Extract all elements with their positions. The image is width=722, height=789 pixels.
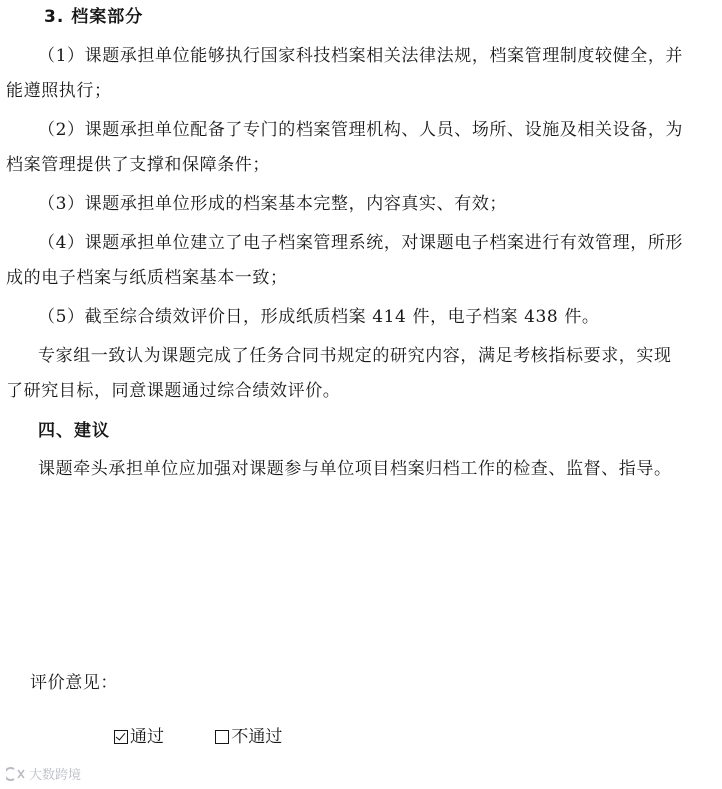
option-fail-label: 不通过 — [231, 727, 283, 747]
archives-item-3: （3）课题承担单位形成的档案基本完整，内容真实、有效； — [38, 194, 508, 214]
conclusion-line-2: 了研究目标，同意课题通过综合绩效评价。 — [6, 381, 341, 401]
archives-item-1-line-2: 能遵照执行； — [6, 81, 112, 101]
watermark-logo-icon — [6, 767, 26, 781]
option-fail[interactable] — [215, 726, 282, 748]
watermark-text: 大数跨境 — [29, 768, 82, 783]
option-pass[interactable] — [114, 726, 164, 748]
conclusion-line-1: 专家组一致认为课题完成了任务合同书规定的研究内容，满足考核指标要求，实现 — [38, 346, 672, 366]
watermark — [6, 764, 81, 783]
archives-item-2-line-2: 档案管理提供了支撑和保障条件； — [6, 155, 270, 175]
archives-item-4-line-1: （4）课题承担单位建立了电子档案管理系统，对课题电子档案进行有效管理，所形 — [38, 233, 684, 253]
suggestion-text: 课题牵头承担单位应加强对课题参与单位项目档案归档工作的检查、监督、指导。 — [38, 459, 672, 479]
checkbox-empty-icon[interactable] — [215, 730, 229, 744]
evaluation-label: 评价意见： — [30, 673, 118, 693]
archives-item-2-line-1: （2）课题承担单位配备了专门的档案管理机构、人员、场所、设施及相关设备，为 — [38, 120, 684, 140]
section-heading-suggestions: 四、建议 — [38, 421, 110, 441]
option-pass-label: 通过 — [130, 727, 164, 747]
section-heading-archives: 3. 档案部分 — [44, 7, 144, 27]
archives-item-1-line-1: （1）课题承担单位能够执行国家科技档案相关法律法规，档案管理制度较健全，并 — [38, 46, 684, 66]
evaluation-options — [114, 726, 282, 750]
archives-item-4-line-2: 成的电子档案与纸质档案基本一致； — [6, 268, 288, 288]
checkbox-checked-icon[interactable] — [114, 730, 128, 744]
archives-item-5: （5）截至综合绩效评价日，形成纸质档案 414 件，电子档案 438 件。 — [38, 307, 600, 327]
